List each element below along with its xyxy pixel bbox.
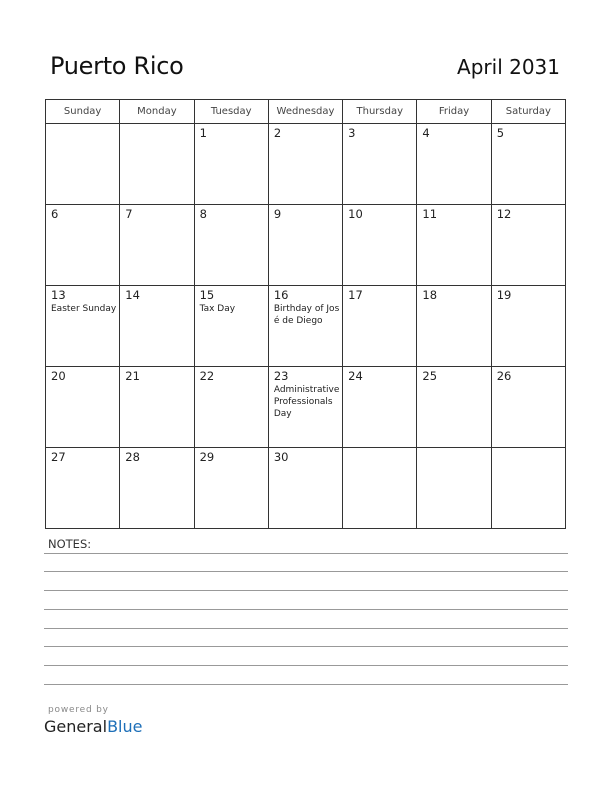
day-number: 4: [422, 126, 430, 140]
day-cell[interactable]: [343, 205, 417, 286]
day-number: 15: [199, 288, 215, 302]
day-cell[interactable]: [268, 448, 342, 529]
day-cell[interactable]: [417, 124, 491, 205]
day-number: 22: [199, 369, 215, 383]
brand-blue-text: Blue: [107, 717, 143, 736]
day-number: 28: [125, 450, 140, 464]
note-line: [44, 665, 568, 666]
weekday-wednesday: Wednesday: [268, 100, 342, 124]
country-title: Puerto Rico: [50, 52, 184, 80]
day-cell[interactable]: [268, 205, 342, 286]
day-number: 5: [496, 126, 505, 140]
weekday-thursday: Thursday: [343, 100, 417, 124]
weekday-saturday: Saturday: [491, 100, 565, 124]
day-cell[interactable]: [268, 286, 342, 367]
day-cell[interactable]: [417, 205, 491, 286]
brand-logo[interactable]: [44, 717, 142, 736]
day-number: 16: [273, 288, 289, 302]
weekday-tuesday: Tuesday: [194, 100, 268, 124]
week-row: [46, 367, 566, 448]
day-cell[interactable]: [268, 124, 342, 205]
day-cell[interactable]: [194, 124, 268, 205]
day-cell[interactable]: [417, 367, 491, 448]
day-cell[interactable]: [194, 367, 268, 448]
day-cell[interactable]: [194, 205, 268, 286]
holiday-label: Administrative Professionals Day: [273, 385, 340, 419]
day-number: 8: [199, 207, 207, 221]
week-row: [46, 205, 566, 286]
day-cell[interactable]: [194, 448, 268, 529]
calendar-grid: [45, 99, 566, 529]
holiday-label: Birthday of José de Diego: [273, 304, 340, 326]
day-cell[interactable]: [120, 205, 194, 286]
note-line: [44, 571, 568, 572]
holiday-label: Easter Sunday: [51, 304, 117, 314]
note-line: [44, 628, 568, 629]
day-number: 11: [422, 207, 438, 221]
day-number: 17: [348, 288, 363, 302]
day-number: 1: [199, 126, 207, 140]
day-number: 29: [199, 450, 215, 464]
powered-by-label: powered by: [48, 705, 109, 715]
notes-label: NOTES:: [48, 537, 92, 551]
weekday-friday: Friday: [417, 100, 491, 124]
day-number: 14: [125, 288, 140, 302]
day-cell[interactable]: [46, 367, 120, 448]
day-number: 6: [51, 207, 59, 221]
day-cell[interactable]: [268, 367, 342, 448]
day-number: 21: [125, 369, 140, 383]
day-number: 25: [422, 369, 438, 383]
month-year-label: April 2031: [457, 55, 560, 79]
day-number: 3: [348, 126, 356, 140]
note-line: [44, 646, 568, 647]
week-row: [46, 124, 566, 205]
day-cell[interactable]: [46, 286, 120, 367]
day-number: 30: [273, 450, 289, 464]
holiday-label: Tax Day: [199, 304, 236, 314]
day-cell[interactable]: [343, 286, 417, 367]
day-cell[interactable]: [491, 286, 565, 367]
day-cell[interactable]: [194, 286, 268, 367]
day-cell[interactable]: [417, 448, 491, 529]
week-row: [46, 286, 566, 367]
weekday-sunday: Sunday: [46, 100, 120, 124]
day-cell[interactable]: [46, 448, 120, 529]
day-number: 18: [422, 288, 438, 302]
day-number: 7: [125, 207, 133, 221]
day-number: 23: [273, 369, 289, 383]
day-number: 12: [496, 207, 512, 221]
brand-general-text: General: [44, 717, 108, 736]
day-number: 13: [51, 288, 66, 302]
weekday-monday: Monday: [120, 100, 194, 124]
day-cell[interactable]: [491, 124, 565, 205]
note-line: [44, 590, 568, 591]
note-line: [44, 609, 568, 610]
day-cell[interactable]: [491, 205, 565, 286]
weekday-header-row: [46, 100, 566, 124]
day-number: 9: [273, 207, 282, 221]
day-number: 20: [51, 369, 66, 383]
day-number: 19: [496, 288, 512, 302]
day-cell[interactable]: [491, 367, 565, 448]
day-number: 26: [496, 369, 512, 383]
day-cell[interactable]: [46, 205, 120, 286]
day-cell[interactable]: [343, 367, 417, 448]
week-row: [46, 448, 566, 529]
day-number: 10: [348, 207, 363, 221]
day-cell[interactable]: [46, 124, 120, 205]
day-number: 24: [348, 369, 363, 383]
day-cell[interactable]: [343, 448, 417, 529]
note-line: [44, 553, 568, 554]
day-number: 27: [51, 450, 66, 464]
day-cell[interactable]: [120, 367, 194, 448]
day-cell[interactable]: [120, 448, 194, 529]
day-cell[interactable]: [120, 124, 194, 205]
note-line: [44, 684, 568, 685]
day-cell[interactable]: [343, 124, 417, 205]
day-cell[interactable]: [120, 286, 194, 367]
day-cell[interactable]: [417, 286, 491, 367]
day-cell[interactable]: [491, 448, 565, 529]
day-number: 2: [273, 126, 282, 140]
